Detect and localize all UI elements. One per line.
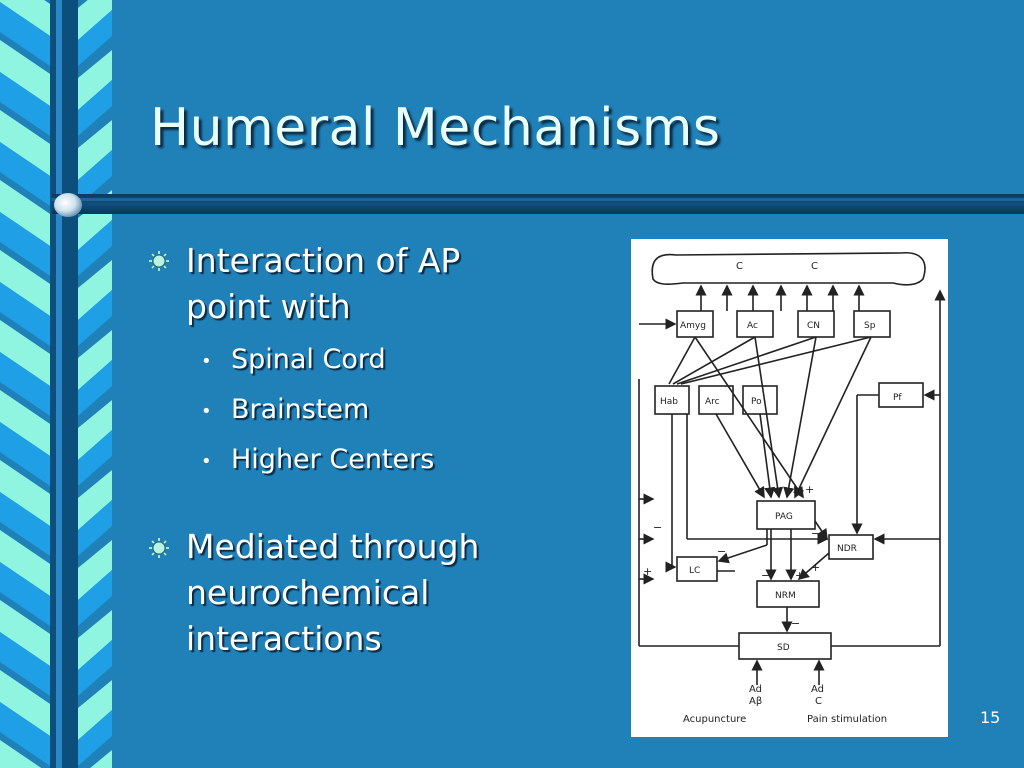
sign-plus: + — [811, 561, 821, 574]
label-pag: PAG — [775, 512, 793, 522]
cortex-label-1: C — [736, 261, 743, 272]
label-pf: Pf — [893, 393, 902, 403]
label-arc: Arc — [705, 397, 720, 407]
sign-plus: + — [805, 483, 815, 496]
slide-title: Humeral Mechanisms — [150, 98, 721, 158]
bullet-marker-icon — [148, 537, 170, 559]
label-sp: Sp — [864, 321, 876, 331]
label-nrm: NRM — [775, 591, 796, 601]
sign-minus: − — [811, 527, 821, 540]
diagram-svg — [631, 239, 948, 737]
label-ac: Ac — [747, 321, 758, 331]
cortex-shape — [652, 253, 925, 285]
sub-bullet-higher-centers: Higher Centers — [231, 444, 435, 475]
sign-minus: − — [653, 521, 663, 534]
bullet-2-line-2: neurochemical — [186, 573, 430, 612]
sign-plus: + — [795, 569, 805, 582]
cortex-label-2: C — [811, 261, 818, 272]
bullet-marker-icon — [148, 250, 170, 272]
label-po: Po — [751, 397, 762, 407]
label-ndr: NDR — [837, 544, 857, 554]
label-hab: Hab — [660, 397, 678, 407]
title-divider — [52, 192, 1024, 218]
sign-minus: − — [791, 617, 801, 630]
bullet-1 — [186, 238, 460, 330]
caption-pain-stimulation: Pain stimulation — [807, 714, 888, 725]
sub-bullet-spinal-cord: Spinal Cord — [231, 344, 386, 375]
input-left-1: Ad — [749, 684, 763, 695]
input-right-2: C — [815, 696, 822, 707]
sign-plus: + — [643, 565, 653, 578]
label-cn: CN — [807, 321, 821, 331]
bullet-2-line-3: interactions — [186, 619, 382, 658]
bullet-2-line-1: Mediated through — [186, 527, 480, 566]
input-left-2: Aβ — [749, 696, 763, 707]
label-amyg: Amyg — [680, 321, 706, 331]
sub-bullet-dot-icon: • — [201, 401, 212, 422]
bullet-1-line-2: point with — [186, 287, 351, 326]
sub-bullet-brainstem: Brainstem — [231, 394, 370, 425]
sub-bullet-dot-icon: • — [201, 351, 212, 372]
caption-acupuncture: Acupuncture — [683, 714, 747, 725]
bullet-2 — [186, 524, 479, 662]
sign-minus: − — [761, 569, 771, 582]
label-lc: LC — [689, 566, 701, 576]
input-right-1: Ad — [811, 684, 825, 695]
acupuncture-pathway-diagram — [631, 239, 948, 737]
sign-minus: − — [717, 545, 727, 558]
page-number: 15 — [980, 708, 1001, 727]
label-sd: SD — [777, 643, 790, 653]
bullet-1-line-1: Interaction of AP — [186, 241, 461, 280]
decorative-ribbon — [0, 0, 112, 768]
sub-bullet-dot-icon: • — [201, 451, 212, 472]
